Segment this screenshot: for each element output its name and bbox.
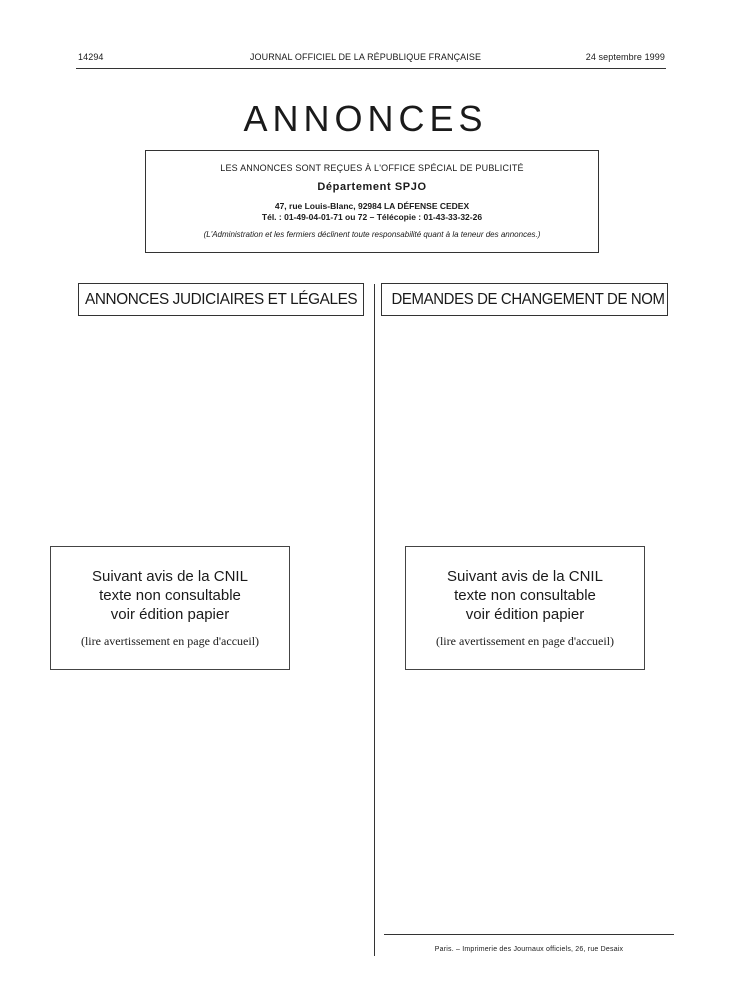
notice-box xyxy=(145,150,599,253)
column-divider xyxy=(374,284,375,956)
cnil-line-2: texte non consultable xyxy=(99,587,241,604)
issue-date: 24 septembre 1999 xyxy=(585,52,665,62)
cnil-line-3: voir édition papier xyxy=(465,606,585,623)
cnil-line-2: texte non consultable xyxy=(454,587,596,604)
footer-rule xyxy=(384,934,674,935)
cnil-line-1: Suivant avis de la CNIL xyxy=(92,568,248,585)
cnil-line-4: (lire avertissement en page d'accueil) xyxy=(80,634,260,648)
notice-phone: Tél. : 01-49-04-01-71 ou 72 – Télécopie : 01-43-33-32-26 xyxy=(261,212,483,222)
header-rule xyxy=(76,68,666,69)
cnil-notice-right xyxy=(405,546,645,670)
page-number: 14294 xyxy=(78,52,104,62)
section-heading-changement-nom: DEMANDES DE CHANGEMENT DE NOM xyxy=(381,283,668,316)
notice-department: Département SPJO xyxy=(317,181,427,193)
journal-title: JOURNAL OFFICIEL DE LA RÉPUBLIQUE FRANÇAISE xyxy=(249,52,482,62)
cnil-line-4: (lire avertissement en page d'accueil) xyxy=(435,634,615,648)
cnil-line-3: voir édition papier xyxy=(110,606,230,623)
section-heading-judiciaires: ANNONCES JUDICIAIRES ET LÉGALES xyxy=(78,283,364,316)
printer-footer: Paris. – Imprimerie des Journaux officiels, 26, rue Desaix xyxy=(434,946,624,953)
notice-disclaimer: (L'Administration et les fermiers déclinent toute responsabilité quant à la teneur des annonces.) xyxy=(203,230,541,239)
page-title: ANNONCES xyxy=(243,98,488,139)
notice-intro: LES ANNONCES SONT REÇUES À L'OFFICE SPÉCIAL DE PUBLICITÉ xyxy=(220,163,524,173)
cnil-notice-left xyxy=(50,546,290,670)
cnil-line-1: Suivant avis de la CNIL xyxy=(447,568,603,585)
notice-address: 47, rue Louis-Blanc, 92984 LA DÉFENSE CEDEX xyxy=(274,201,470,211)
